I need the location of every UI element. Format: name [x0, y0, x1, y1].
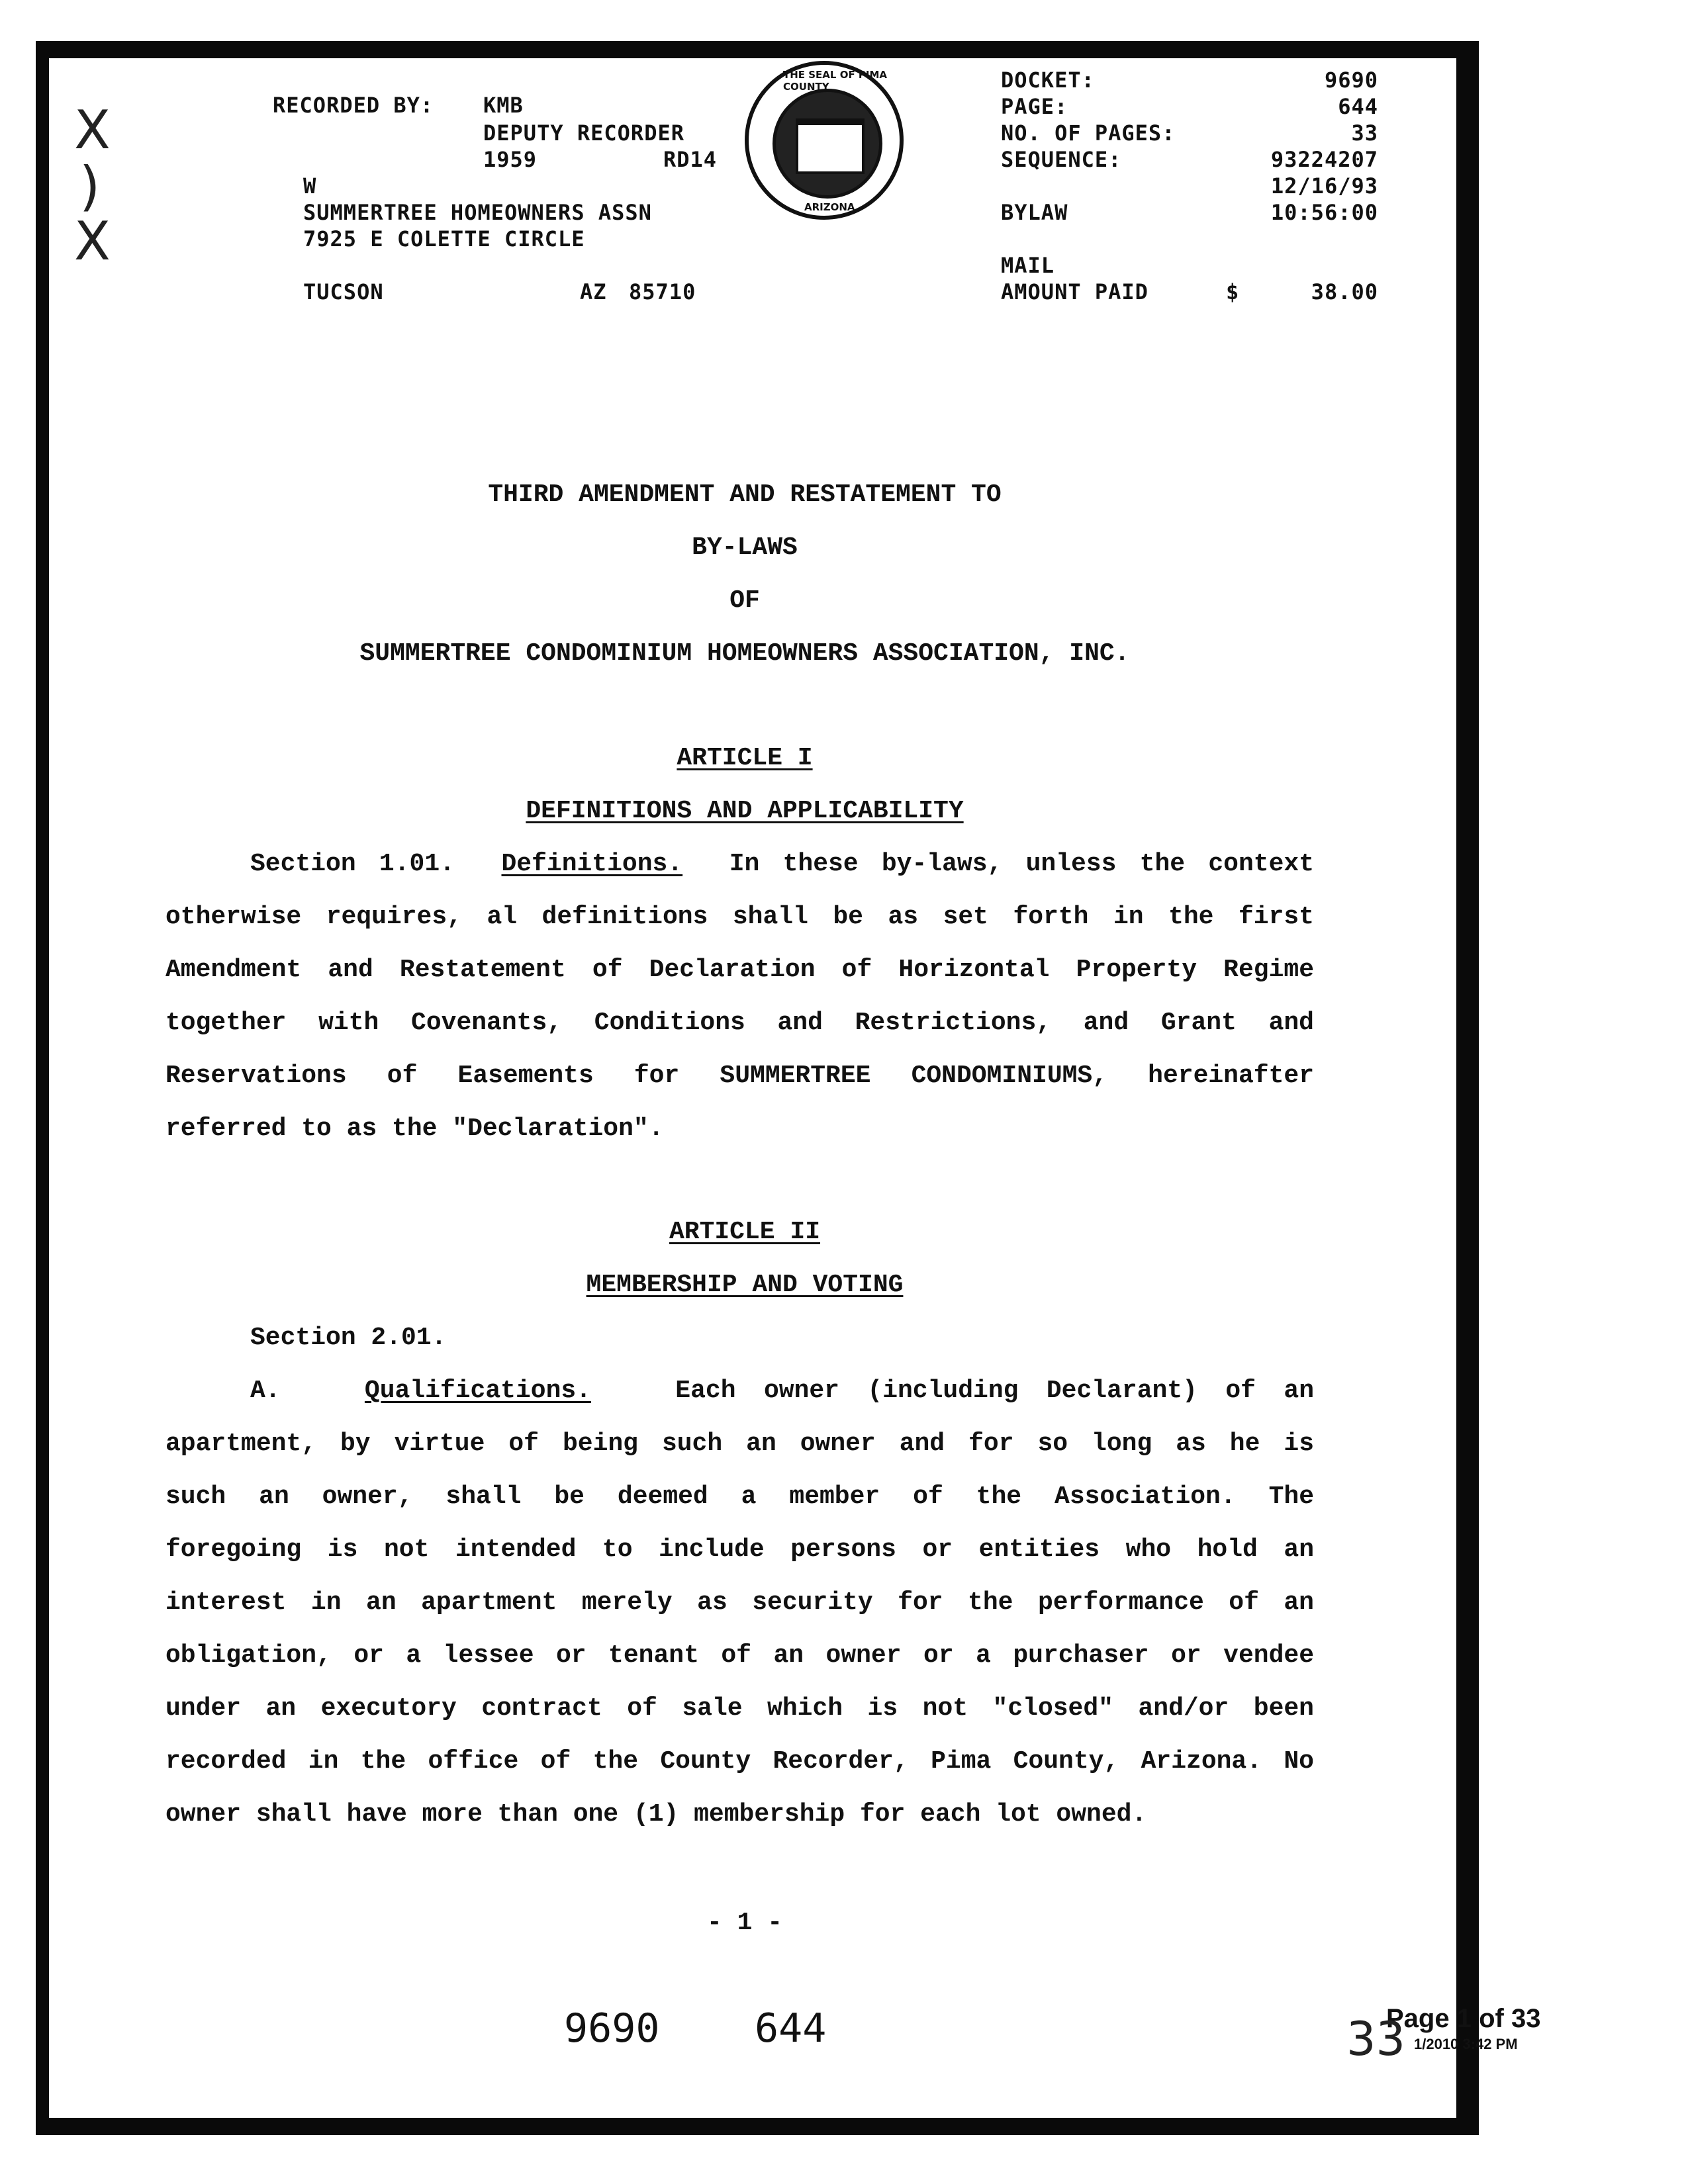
title-line-2: BY-LAWS	[692, 533, 798, 562]
seal-building-icon	[796, 118, 865, 174]
addressee-state: AZ	[580, 279, 607, 304]
document-type: BYLAW	[1001, 200, 1068, 225]
page-of-stamp: Page 1 of 33	[1386, 2004, 1541, 2033]
handwritten-page-count: 33	[1346, 2012, 1406, 2066]
recorder-code: 1959	[483, 147, 538, 172]
section-1-01-text: In these by-laws, unless the context	[729, 850, 1315, 878]
margin-mark-3: X	[74, 210, 111, 272]
mail-label: MAIL	[1001, 253, 1055, 278]
title-line-3: OF	[729, 586, 760, 615]
seal-top-text: THE SEAL OF PIMA COUNTY	[783, 69, 888, 93]
docket-label: DOCKET:	[1001, 68, 1095, 93]
section-1-01	[165, 838, 1314, 1156]
section-2-01-a-line	[165, 1365, 1314, 1418]
recorder-rd: RD14	[663, 147, 718, 172]
title-line-4: SUMMERTREE CONDOMINIUM HOMEOWNERS ASSOCIATION, INC.	[359, 639, 1130, 668]
article-1-heading: ARTICLE I	[677, 744, 813, 772]
section-1-01-title: Definitions.	[501, 850, 683, 878]
article-2-heading: ARTICLE II	[669, 1218, 821, 1246]
section-1-01-line: Amendment and Restatement of Declaration of Horizontal Property Regime	[165, 956, 1314, 984]
docket-value: 9690	[1324, 68, 1378, 93]
section-2-01-label: Section 2.01.	[250, 1324, 447, 1352]
printed-timestamp: 1/2010 3:42 PM	[1414, 2036, 1518, 2052]
county-seal	[745, 61, 904, 220]
section-1-01-line: referred to as the "Declaration".	[165, 1115, 664, 1143]
footer-docket: 9690	[564, 2005, 660, 2052]
section-2-01-a-line: obligation, or a lessee or tenant of an owner or a purchaser or vendee	[165, 1641, 1314, 1670]
seal-center	[773, 89, 882, 199]
item-a-text: Each owner (including Declarant) of an	[675, 1377, 1314, 1405]
section-2-01-a-line: owner shall have more than one (1) membership for each lot owned.	[165, 1800, 1147, 1829]
section-1-01-label: Section 1.01.	[250, 850, 455, 878]
section-1-01-line: together with Covenants, Conditions and Restrictions, and Grant and	[165, 1009, 1314, 1037]
no-pages-label: NO. OF PAGES:	[1001, 120, 1176, 146]
section-1-01-line: otherwise requires, al definitions shall be as set forth in the first	[165, 903, 1314, 931]
recorded-by: KMB	[483, 93, 524, 118]
article-2-subheading: MEMBERSHIP AND VOTING	[586, 1271, 904, 1299]
seal-bottom-text: ARIZONA	[804, 201, 855, 213]
item-a-title: Qualifications.	[364, 1377, 591, 1405]
section-2-01-a-line: such an owner, shall be deemed a member of the Association. The	[165, 1482, 1314, 1511]
title-line-1: THIRD AMENDMENT AND RESTATEMENT TO	[488, 480, 1002, 509]
addressee-name: SUMMERTREE HOMEOWNERS ASSN	[303, 200, 652, 225]
section-1-01-line: Reservations of Easements for SUMMERTREE CONDOMINIUMS, hereinafter	[165, 1062, 1314, 1090]
section-2-01-a-line: apartment, by virtue of being such an owner and for so long as he is	[165, 1430, 1314, 1458]
margin-mark-2: )	[79, 156, 101, 217]
section-2-01-a-line: recorded in the office of the County Recorder, Pima County, Arizona. No	[165, 1747, 1314, 1776]
currency-symbol: $	[1226, 279, 1240, 304]
recorded-by-label: RECORDED BY:	[273, 93, 434, 118]
article-1-subheading: DEFINITIONS AND APPLICABILITY	[526, 797, 964, 825]
addressee-city: TUCSON	[303, 279, 384, 304]
margin-mark-1: X	[74, 99, 111, 161]
w-mark: W	[303, 173, 317, 199]
section-2-01-a-line: foregoing is not intended to include persons or entities who hold an	[165, 1535, 1314, 1564]
footer-page: 644	[755, 2005, 827, 2052]
addressee-street: 7925 E COLETTE CIRCLE	[303, 226, 585, 251]
record-time: 10:56:00	[1270, 200, 1378, 225]
record-date: 12/16/93	[1270, 173, 1378, 199]
no-pages-value: 33	[1351, 120, 1378, 146]
sequence-label: SEQUENCE:	[1001, 147, 1122, 172]
sequence-value: 93224207	[1270, 147, 1378, 172]
addressee-zip: 85710	[629, 279, 696, 304]
deputy-recorder: DEPUTY RECORDER	[483, 120, 684, 146]
section-2-01-a	[165, 1365, 1314, 1841]
page-value: 644	[1338, 94, 1378, 119]
amount-paid: 38.00	[1311, 279, 1378, 304]
page-number: - 1 -	[706, 1909, 783, 1937]
page-label: PAGE:	[1001, 94, 1068, 119]
section-2-01-a-line: interest in an apartment merely as security for the performance of an	[165, 1588, 1314, 1617]
item-a-label: A.	[250, 1377, 281, 1405]
section-2-01-a-line: under an executory contract of sale which is not "closed" and/or been	[165, 1694, 1314, 1723]
amount-paid-label: AMOUNT PAID	[1001, 279, 1149, 304]
section-1-01-line	[165, 838, 1314, 891]
